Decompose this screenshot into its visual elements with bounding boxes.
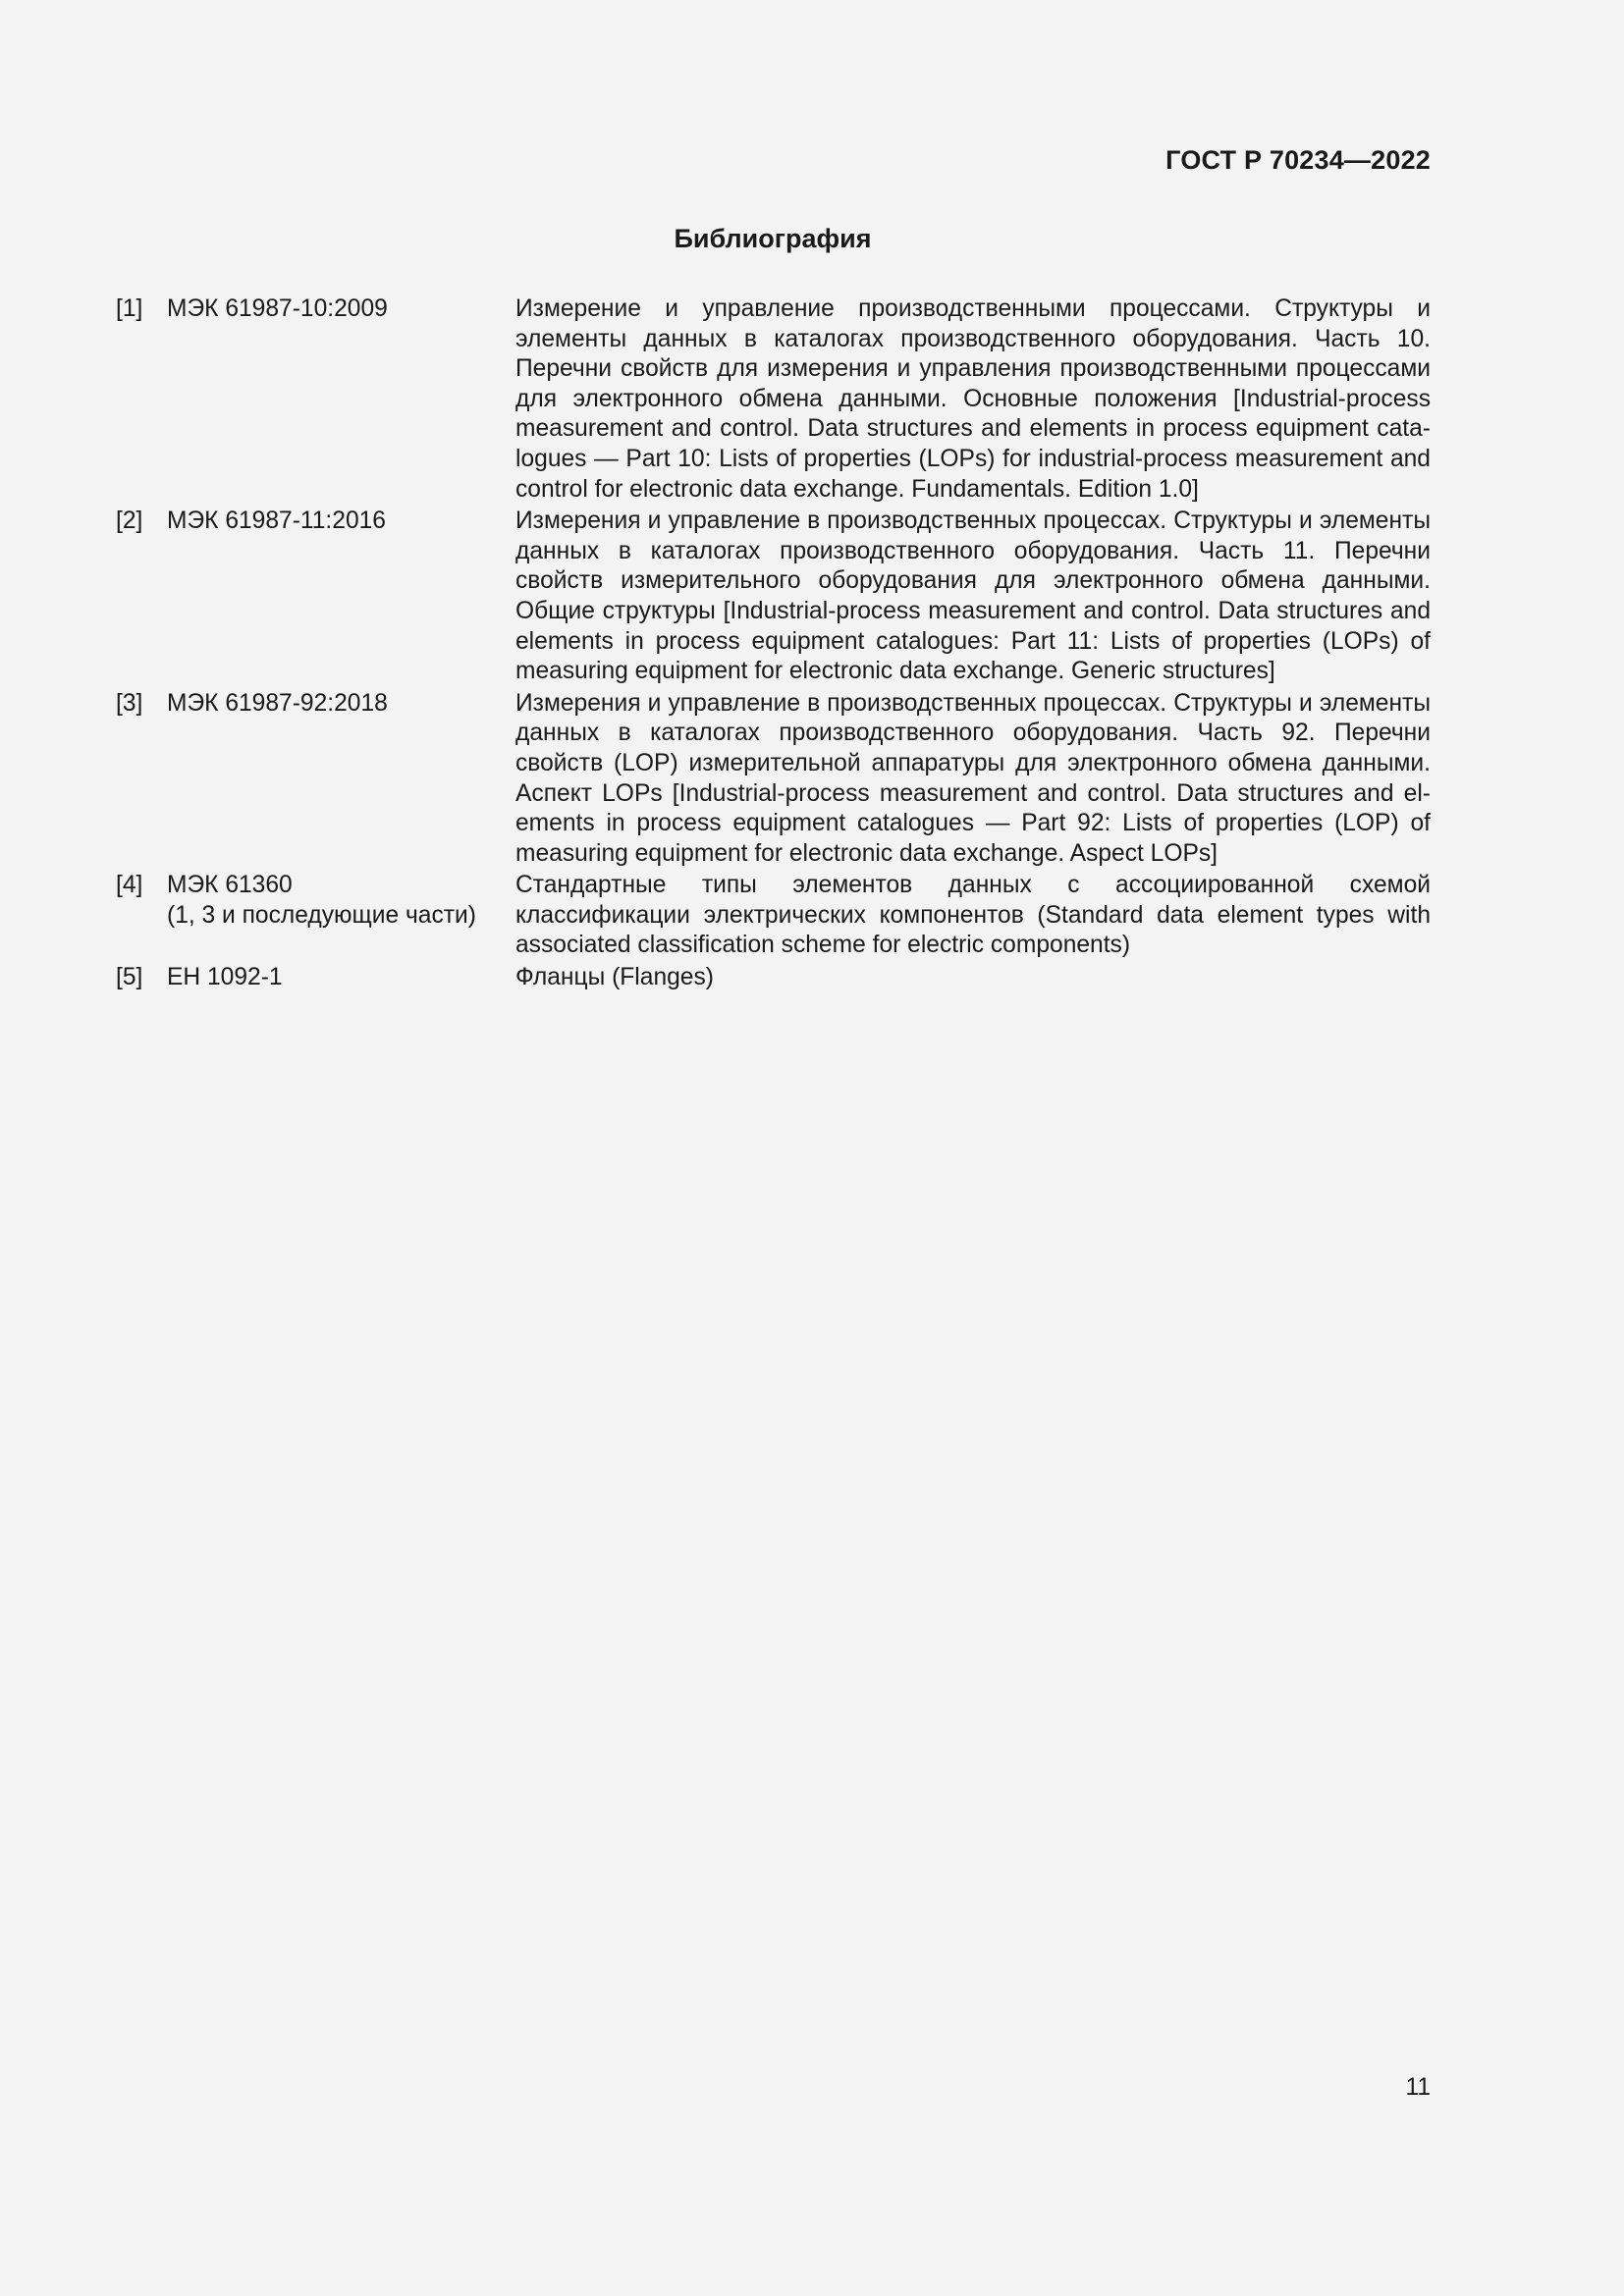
bibliography-entry <box>116 294 1431 505</box>
entry-number: [5] <box>116 964 143 991</box>
entry-description: Измерения и управление в производственных процессах. Структуры и элементы данных в каталогах производственного оборудования. Часть 11. Перечни свойств измерительного оборудования для электронного обмена данными. Общие структуры [Industrial-process measurement and control. Data structures and elements in process equipment catalogues: Part 11: Lists of properties (LOPs) of measuring equipment for electronic data exchange. Generic structures] <box>515 507 1431 685</box>
bibliography-entry <box>116 871 1431 961</box>
entry-description: Измерения и управление в производственных процессах. Структуры и элементы данных в каталогах производственного оборудования. Часть 92. Перечни свойств (LOP) измерительной аппаратуры для электронного обмена данными. Аспект LOPs [Industrial-process measurement and control. Data structures and elements in process equipment catalogues — Part 92: Lists of properties (LOP) of measuring equipment for electronic data exchange. Aspect LOPs] <box>515 689 1431 867</box>
bibliography-entry <box>116 689 1431 870</box>
entry-number: [3] <box>116 689 143 717</box>
section-title: Библиография <box>674 224 872 253</box>
entry-number: [4] <box>116 872 143 899</box>
entry-number: [1] <box>116 295 143 322</box>
bibliography-entry <box>116 963 1431 993</box>
entry-description: Измерение и управление производственными процессами. Структуры и элементы данных в каталогах производственного оборудования. Часть 10. Перечни свойств для измерения и управления производственными процессами для электронного обмена данными. Основные положения [Industrial-process measurement and control. Data structures and elements in process equipment catalogues — Part 10: Lists of properties (LOPs) for industrial-process measurement and control for electronic data exchange. Fundamentals. Edition 1.0] <box>515 295 1431 503</box>
entry-description: Стандартные типы элементов данных с ассоциированной схемой классификации электрических компонентов (Standard data element types with associated classification scheme for electric components) <box>515 872 1431 959</box>
entry-description: Фланцы (Flanges) <box>515 964 714 991</box>
entry-number: [2] <box>116 507 143 535</box>
entry-standard-code: МЭК 61987-11:2016 <box>167 507 386 535</box>
entry-standard-code: МЭК 61987-92:2018 <box>167 689 388 717</box>
entry-standard-code: ЕН 1092-1 <box>167 964 283 991</box>
bibliography-entry <box>116 507 1431 687</box>
entry-standard-code: МЭК 61987-10:2009 <box>167 295 388 322</box>
entry-standard-code: МЭК 61360 (1, 3 и последующие части) <box>167 872 476 929</box>
bibliography-list <box>116 294 1431 995</box>
page-number: 11 <box>1405 2074 1431 2101</box>
document-code: ГОСТ Р 70234—2022 <box>1165 145 1431 175</box>
